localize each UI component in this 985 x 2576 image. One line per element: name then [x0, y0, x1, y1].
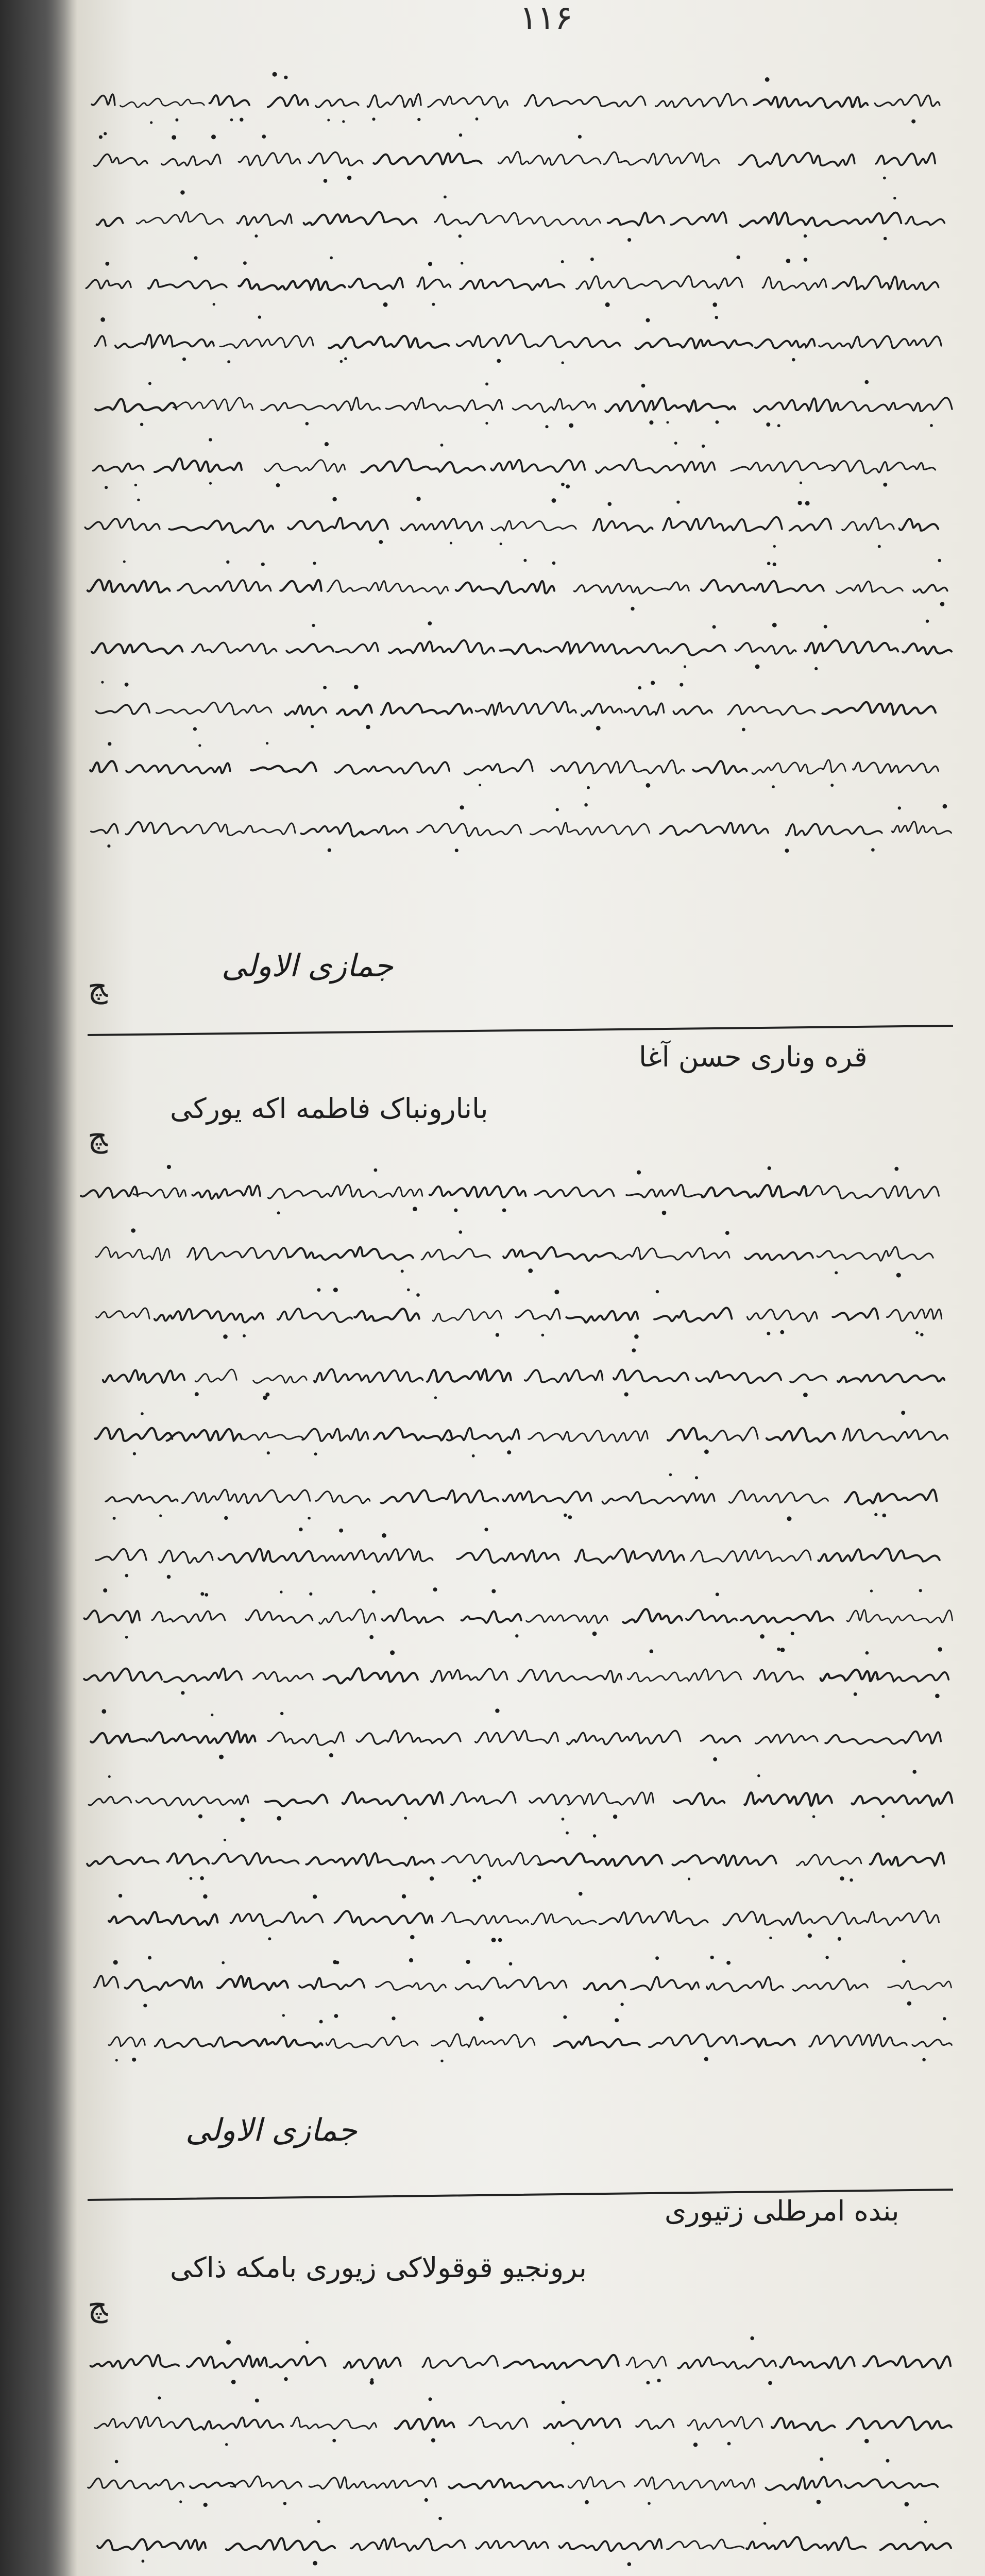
handwritten-line	[77, 67, 969, 128]
handwritten-line	[77, 1828, 969, 1889]
register-entry-3	[77, 2329, 969, 2576]
handwritten-line	[77, 1220, 969, 1281]
handwritten-line	[77, 249, 969, 310]
handwritten-line	[77, 2511, 969, 2572]
handwritten-line	[77, 1706, 969, 1767]
entry-2-script-lines	[77, 1159, 969, 2071]
handwritten-line	[77, 493, 969, 553]
handwritten-line	[77, 1463, 969, 1524]
entry-2-subheading: بانارونباک فاطمه اکه یورکی	[170, 1092, 488, 1125]
handwritten-line	[77, 2450, 969, 2511]
entry-3-subheading: برونجیو قوقولاکی زیوری بامکه ذاکی	[170, 2251, 587, 2284]
entry-1-margin-mark: ﭻ	[88, 969, 108, 1005]
entry-2-closing-date: جمازی الاولی	[185, 2112, 358, 2148]
handwritten-line	[77, 1159, 969, 1220]
handwritten-line	[77, 2389, 969, 2450]
handwritten-line	[77, 1402, 969, 1463]
handwritten-line	[77, 2329, 969, 2389]
handwritten-line	[77, 736, 969, 796]
handwritten-line	[77, 1281, 969, 1342]
entry-3-heading: بنده امرطلی زتیوری	[665, 2195, 899, 2227]
entry-1-script-lines	[77, 67, 969, 857]
entry-3-script-lines	[77, 2329, 969, 2576]
handwritten-line	[77, 1646, 969, 1706]
entry-1-closing-date: جمازی الاولی	[222, 948, 394, 984]
handwritten-line	[77, 189, 969, 249]
entry-divider-1	[77, 1023, 969, 1043]
handwritten-line	[77, 1342, 969, 1402]
handwritten-line	[77, 1950, 969, 2010]
handwritten-line	[77, 432, 969, 493]
handwritten-line	[77, 310, 969, 371]
handwritten-line	[77, 2572, 969, 2576]
entry-2-margin-mark: ﭻ	[88, 1118, 108, 1154]
handwritten-line	[77, 1889, 969, 1950]
handwritten-line	[77, 2010, 969, 2071]
register-entry-1	[77, 67, 969, 857]
handwritten-line	[77, 553, 969, 614]
handwritten-line	[77, 796, 969, 857]
handwritten-line	[77, 128, 969, 189]
handwritten-line	[77, 371, 969, 432]
entry-3-margin-mark: ﭻ	[88, 2287, 108, 2324]
handwritten-line	[77, 1585, 969, 1646]
register-entry-2	[77, 1159, 969, 2071]
handwritten-line	[77, 675, 969, 736]
binding-edge	[0, 0, 77, 2576]
folio-number: ۱۱۶	[519, 0, 573, 37]
handwritten-line	[77, 614, 969, 675]
handwritten-line	[77, 1767, 969, 1828]
handwritten-line	[77, 1524, 969, 1585]
entry-2-heading: قره وناری حسن آغا	[639, 1041, 868, 1073]
